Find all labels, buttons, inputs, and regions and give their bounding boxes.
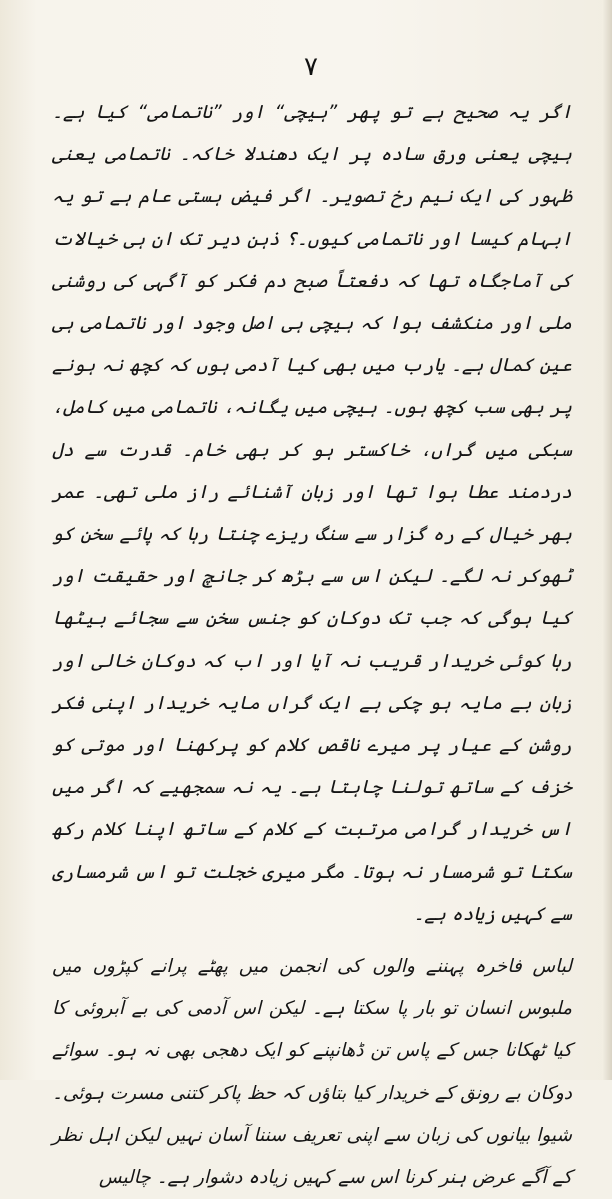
page-edge <box>602 0 612 1080</box>
body-text <box>52 92 572 1199</box>
paragraph-2: لباس فاخرہ پہننے والوں کی انجمن میں پھٹے پرانے کپڑوں میں ملبوس انسان تو بار پا سکتا ہے۔ لیکن اس آدمی کی بے آبروئی کا کیا ٹھکانا جس کے پاس تن ڈھانپنے کو ایک دھجی بھی نہ ہو۔ سوائے دوکان بے رونق کے خریدار کیا بتاؤں کہ حظ پاکر کتنی مسرت ہوئی۔ شیوا بیانوں کی زبان سے اپنی تعریف سننا آسان نہیں لیکن اہل نظر کے آگے عرض ہنر کرنا اس سے کہیں زیادہ دشوار ہے۔ چالیس <box>52 956 572 1189</box>
paragraph-1: اگر یہ صحیح ہے تو پھر ”ہیچی“ اور ”ناتمامی“ کیا ہے۔ ہیچی یعنی ورق سادہ پر ایک دھندلا خاکہ۔ ناتمامی یعنی ظہور کی ایک نیم رخ تصویر۔ اگر فیض ہستی عام ہے تو یہ ابہام کیسا اور ناتمامی کیوں۔؟ ذہن دیر تک ان ہی خیالات کی آماجگاہ تھا کہ دفعتاً صبح دم فکر کو آگہی کی روشنی ملی اور منکشف ہوا کہ ہیچی ہی اصل وجود اور ناتمامی ہی عین کمال ہے۔ یارب میں بھی کیا آدمی ہوں کہ کچھ نہ ہونے پر بھی سب کچھ ہوں۔ ہیچی میں یگانہ، ناتمامی میں کامل، سبکی میں گراں، خاکستر ہو کر بھی خام۔ قدرت سے دل دردمند عطا ہوا تھا اور زبان آشنائے راز ملی تھی۔ عمر بھر خیال کے رہ گزار سے سنگ ریزے چنتا رہا کہ پائے سخن کو ٹھوکر نہ لگے۔ لیکن اس سے بڑھ کر جانچ اور حقیقت اور کیا ہوگی کہ جب تک دوکان کو جنس سخن سے سجائے بیٹھا رہا کوئی خریدار قریب نہ آیا اور اب کہ دوکان خالی اور زبان بے مایہ ہو چکی ہے ایک گراں مایہ خریدار اپنی فکر روشن کے عیار پر میرے ناقص کلام کو پرکھنا اور موتی کو خزف کے ساتھ تولنا چاہتا ہے۔ یہ نہ سمجھیے کہ اگر میں اس خریدار گرامی مرتبت کے کلام کے ساتھ اپنا کلام رکھ سکتا تو شرمسار نہ ہوتا۔ مگر میری خجلت تو اس شرمساری سے کہیں زیادہ ہے۔ <box>52 102 572 925</box>
page-number: ۷ <box>304 52 318 82</box>
